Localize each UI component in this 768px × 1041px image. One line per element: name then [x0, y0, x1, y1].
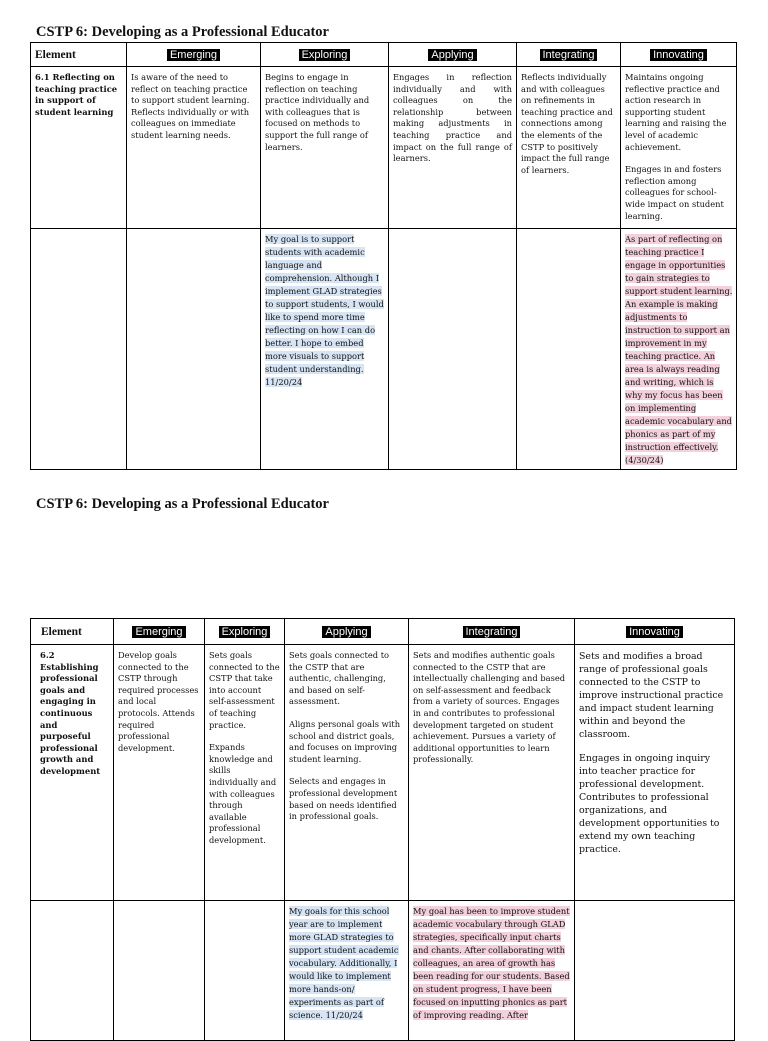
empty-cell: [389, 229, 517, 470]
integrating-cell: Reflects individually and with colleagues on refinements in teaching practice and connections among the elements of the CSTP to positively impact the full range of learners.: [517, 67, 621, 229]
header-exploring: Exploring: [205, 619, 285, 645]
cstp-6-1-table: [30, 42, 737, 470]
header-integrating: Integrating: [409, 619, 575, 645]
empty-cell: [31, 901, 114, 1041]
header-applying: Applying: [389, 43, 517, 67]
emerging-cell: Develop goals connected to the CSTP through required processes and local protocols. Attends required professional development.: [114, 645, 205, 901]
empty-cell: [127, 229, 261, 470]
header-innovating: Innovating: [575, 619, 735, 645]
innovating-cell: Sets and modifies a broad range of professional goals connected to the CSTP to improve instructional practice and impact student learning within and beyond the classroom. Engages in ongoing inquiry into teacher practice for professional development. Contributes to professional organizations, and development opportunities to extend my own teaching practice.: [575, 645, 735, 901]
applying-note: My goals for this school year are to implement more GLAD strategies to support student academic vocabulary. Additionally, I would like to implement more hands-on/ experiments as part of science. 11/20/24: [285, 901, 409, 1041]
cstp-6-2-table: [30, 618, 735, 1041]
exploring-cell: Begins to engage in reflection on teaching practice individually and with colleagues that is focused on methods to support the full range of learners.: [261, 67, 389, 229]
exploring-note: My goal is to support students with academic language and comprehension. Although I implement GLAD strategies to support students, I would like to spend more time reflecting on how I can do better. I hope to embed more visuals to support student understanding. 11/20/24: [261, 229, 389, 470]
descriptor-row: [31, 645, 735, 901]
empty-cell: [31, 229, 127, 470]
header-applying: Applying: [285, 619, 409, 645]
applying-cell: Sets goals connected to the CSTP that are authentic, challenging, and based on self-assessment. Aligns personal goals with school and district goals, and focuses on improving student learning. Selects and engages in professional development based on needs identified in professional goals.: [285, 645, 409, 901]
evidence-row: [31, 901, 735, 1041]
header-element: Element: [31, 43, 127, 67]
section2-title: CSTP 6: Developing as a Professional Educator: [36, 496, 329, 512]
integrating-cell: Sets and modifies authentic goals connected to the CSTP that are intellectually challenging and based on self-assessment and feedback from a variety of sources. Engages in and contributes to professional development targeted on student achievement. Pursues a variety of additional opportunities to learn professionally.: [409, 645, 575, 901]
header-element: Element: [31, 619, 114, 645]
innovating-cell: Maintains ongoing reflective practice and action research in supporting student learning and raising the level of academic achievement. Engages in and fosters reflection among colleagues for school-wide impact on student learning.: [621, 67, 737, 229]
exploring-cell: Sets goals connected to the CSTP that take into account self-assessment of teaching practice. Expands knowledge and skills individually and with colleagues through available professional development.: [205, 645, 285, 901]
empty-cell: [517, 229, 621, 470]
applying-cell: Engages in reflection individually and with colleagues on the relationship between making adjustments in teaching practice and impact on the full range of learners.: [389, 67, 517, 229]
empty-cell: [205, 901, 285, 1041]
header-exploring: Exploring: [261, 43, 389, 67]
element-name: 6.1 Reflecting on teaching practice in support of student learning: [31, 67, 127, 229]
element-name: 6.2 Establishing professional goals and engaging in continuous and purposeful professional growth and development: [31, 645, 114, 901]
header-emerging: Emerging: [114, 619, 205, 645]
section1-title: CSTP 6: Developing as a Professional Educator: [36, 24, 329, 40]
header-row: [31, 619, 735, 645]
empty-cell: [575, 901, 735, 1041]
header-row: [31, 43, 737, 67]
empty-cell: [114, 901, 205, 1041]
innovating-note: As part of reflecting on teaching practice I engage in opportunities to gain strategies to support student learning. An example is making adjustments to instruction to support an improvement in my teaching practice. An area is always reading and writing, which is why my focus has been on implementing academic vocabulary and phonics as part of my instruction effectively. (4/30/24): [621, 229, 737, 470]
integrating-note: My goal has been to improve student academic vocabulary through GLAD strategies, specifically input charts and chants. After collaborating with colleagues, an area of growth has been reading for our students. Based on student progress, I have been focused on inputting phonics as part of improving reading. After: [409, 901, 575, 1041]
descriptor-row: [31, 67, 737, 229]
header-innovating: Innovating: [621, 43, 737, 67]
emerging-cell: Is aware of the need to reflect on teaching practice to support student learning. Reflects individually or with colleagues on immediate student learning needs.: [127, 67, 261, 229]
header-emerging: Emerging: [127, 43, 261, 67]
evidence-row: [31, 229, 737, 470]
header-integrating: Integrating: [517, 43, 621, 67]
